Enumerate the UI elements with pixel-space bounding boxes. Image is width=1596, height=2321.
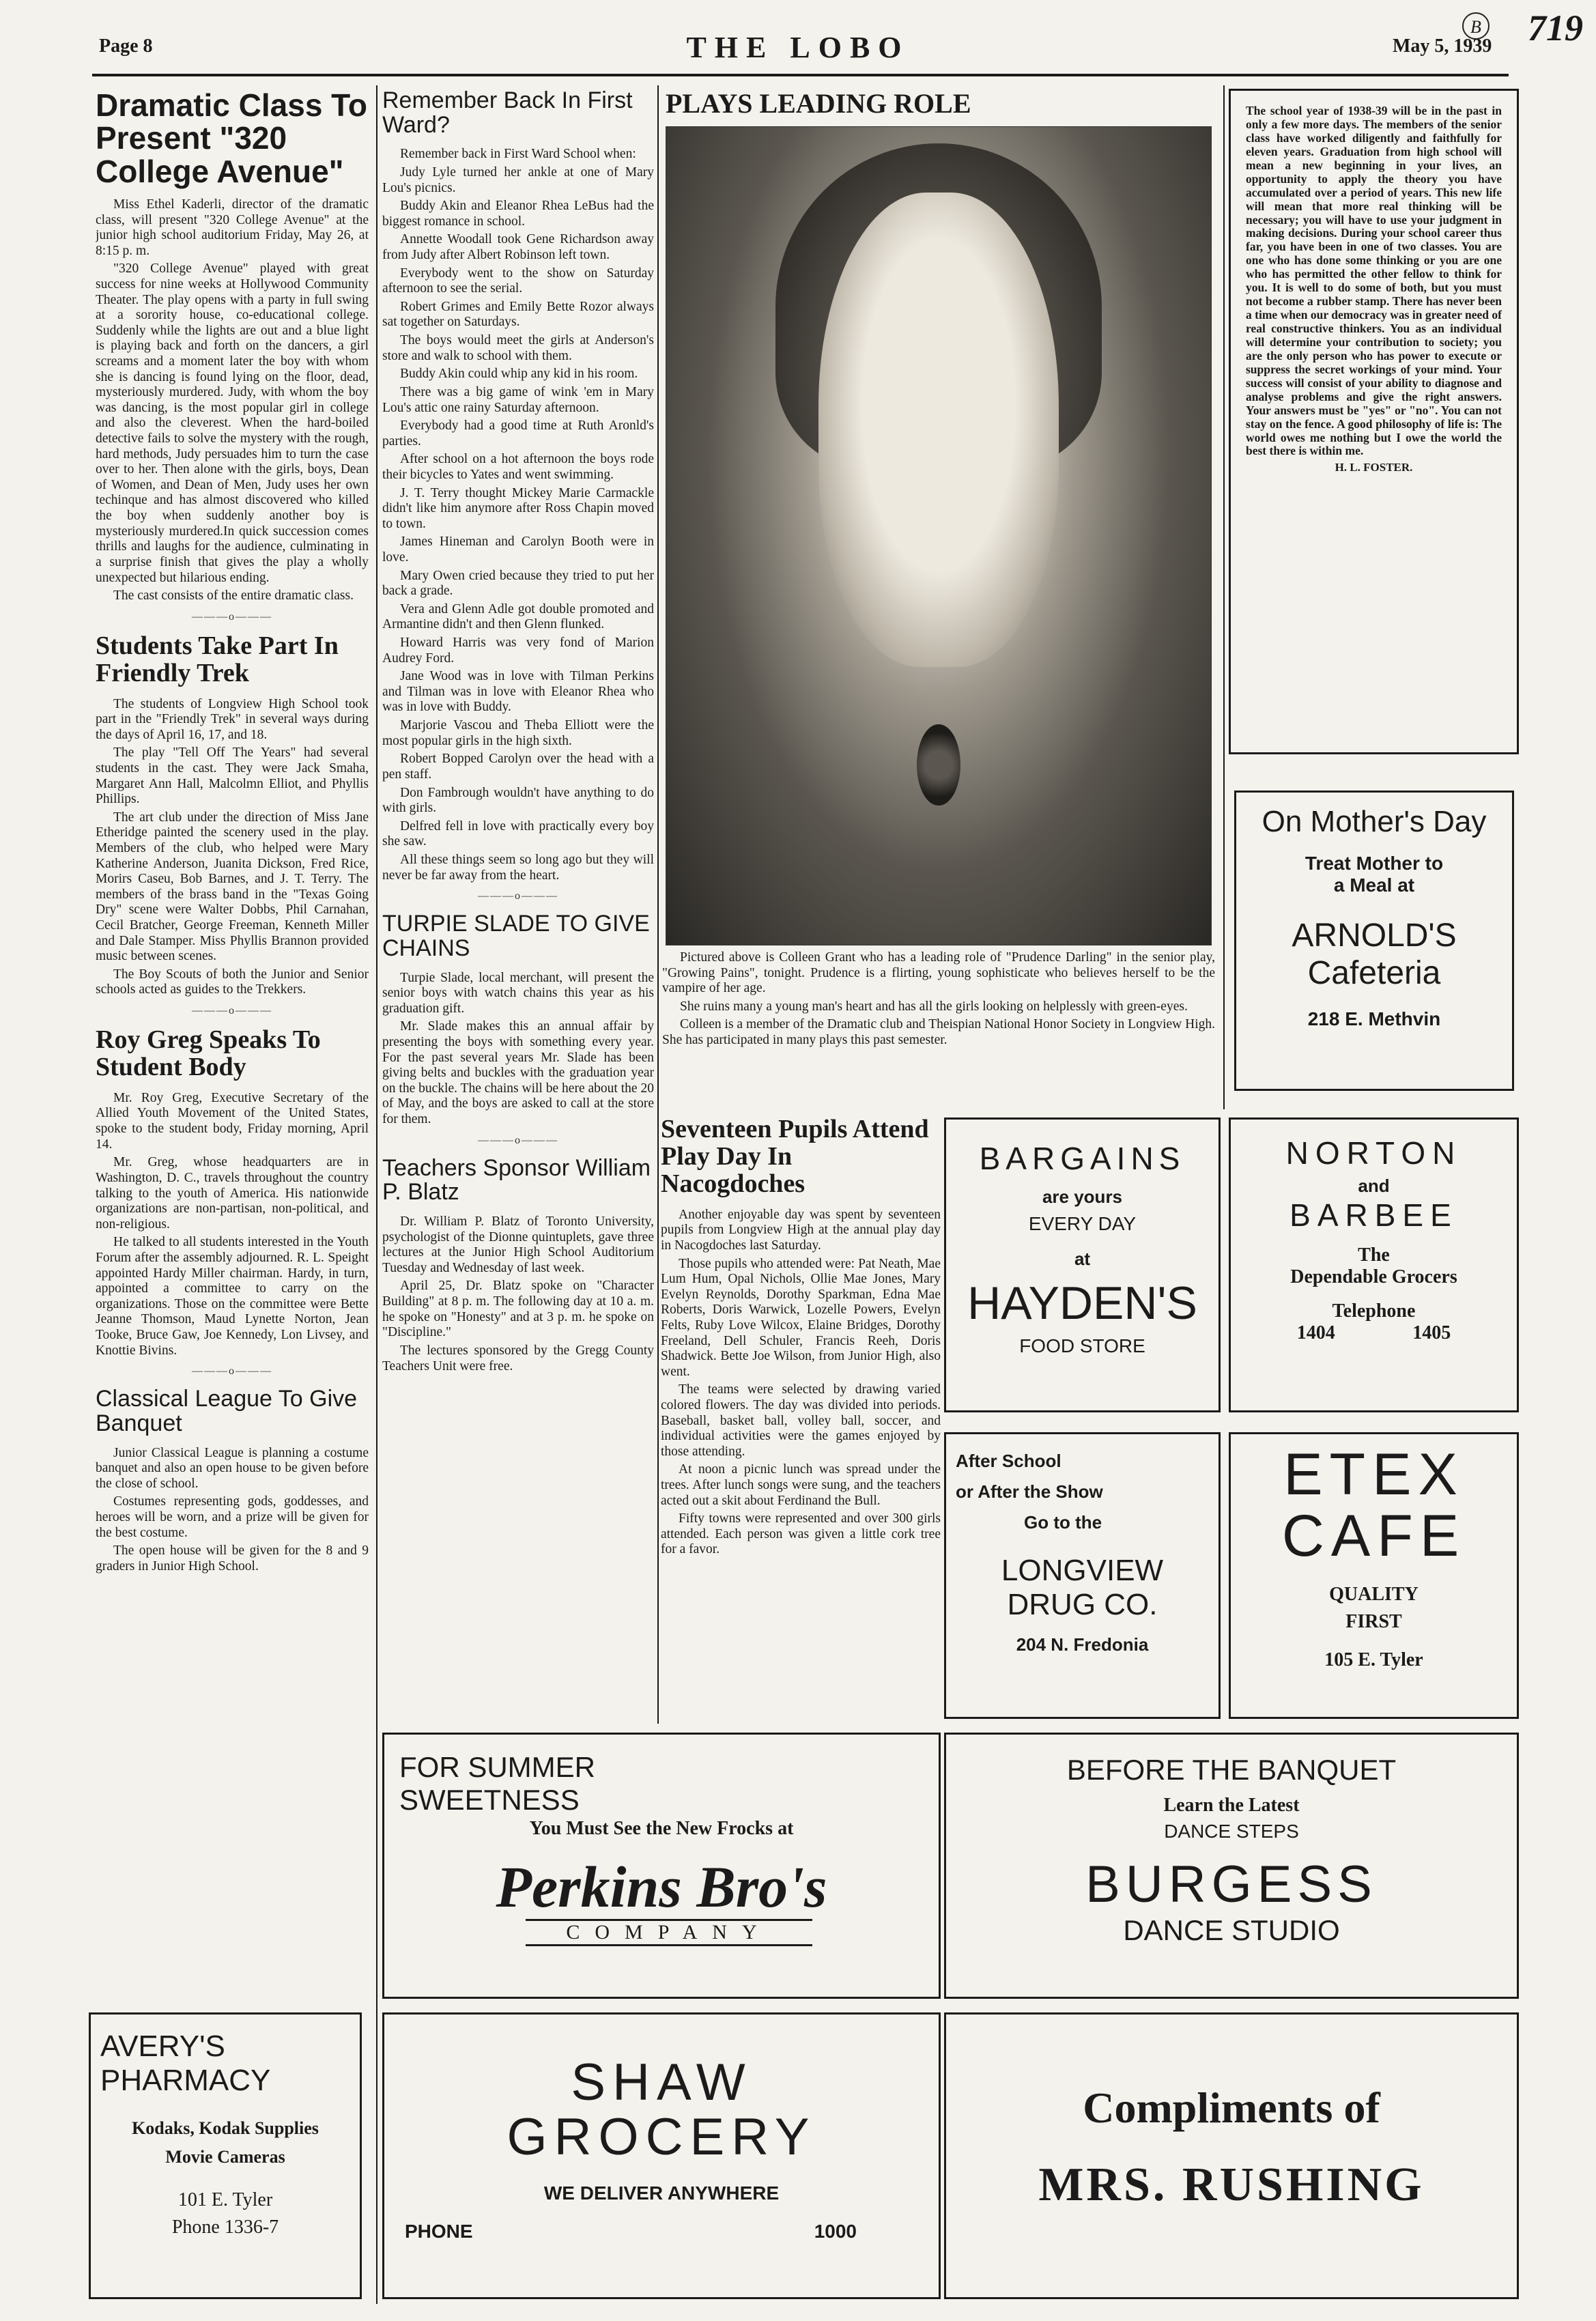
paragraph: The boys would meet the girls at Anderson's store and walk to school with them. (382, 333, 654, 363)
paragraph: Costumes representing gods, goddesses, and heroes will be worn, and a prize will be given for the best costume. (96, 1494, 369, 1540)
ad-perkins-sub: You Must See the New Frocks at (529, 1818, 794, 1839)
ad-arnolds-address: 218 E. Methvin (1307, 1008, 1441, 1029)
paragraph: Howard Harris was very fond of Marion Audrey Ford. (382, 636, 654, 666)
paragraph: Dr. William P. Blatz of Toronto University, psychologist of the Dionne quintuplets, gave three lectures at the Junior High School Auditorium Tuesday and Wednesday of last week. (382, 1214, 654, 1275)
paragraph: J. T. Terry thought Mickey Marie Carmackle didn't like him anymore after Ross Chapin moved to town. (382, 485, 654, 531)
paragraph: Judy Lyle turned her ankle at one of Mary Lou's picnics. (382, 165, 654, 195)
paragraph: Mary Owen cried because they tried to put her back a grade. (382, 568, 654, 599)
ad-burgess-h1: BEFORE THE BANQUET (1066, 1754, 1397, 1786)
paragraph: Junior Classical League is planning a costume banquet and also an open house to be given before the close of school. (96, 1445, 369, 1491)
portrait-pendant (917, 724, 960, 806)
ad-averys-name: AVERY'S (100, 2030, 225, 2063)
ad-norton-phone2: 1405 (1412, 1322, 1451, 1343)
paragraph: Robert Grimes and Emily Bette Rozor always sat together on Saturdays. (382, 299, 654, 330)
ad-drug-name2: DRUG CO. (1007, 1588, 1158, 1621)
column-3 (661, 1116, 941, 1717)
ad-arnolds-name2: Cafeteria (1307, 955, 1441, 991)
ad-haydens-l2: are yours (1042, 1186, 1123, 1207)
paragraph: Those pupils who attended were: Pat Neath, Mae Lum Hum, Opal Nichols, Ollie Mae Jones, Mary Evelyn Reynolds, Dorothy Sparkman, Edna Mae Roberts, Doris Warwick, Lozelle Powers, Evelyn Felts, Ruby Love Wilcox, Elaine Bridges, Dorothy Freeland, Dell Schuler, Francis Reeh, Doris Shadwick. Bette Joe Wilson, from Junior High, also went. (661, 1256, 941, 1379)
ad-perkins (382, 1733, 941, 1999)
portrait-face (818, 193, 1058, 667)
paragraph: Don Fambrough wouldn't have anything to do with girls. (382, 785, 654, 816)
editorial-signature: H. L. FOSTER. (1335, 461, 1413, 474)
ad-norton-l3: BARBEE (1289, 1197, 1458, 1233)
ad-averys-l2: Movie Cameras (165, 2147, 285, 2167)
paragraph: Robert Bopped Carolyn over the head with a pen staff. (382, 752, 654, 782)
paragraph: Buddy Akin and Eleanor Rhea LeBus had the biggest romance in school. (382, 199, 654, 229)
ad-norton-l2: and (1358, 1176, 1390, 1196)
ad-burgess-l1: Learn the Latest (1163, 1795, 1300, 1816)
ad-drug-l3: Go to the (1024, 1512, 1102, 1533)
ad-shaw-phone-row (384, 2221, 939, 2242)
ad-haydens-name: HAYDEN'S (967, 1277, 1197, 1329)
ad-perkins-h2: SWEETNESS (399, 1784, 580, 1816)
paragraph: There was a big game of wink 'em in Mary Lou's attic one rainy Saturday afternoon. (382, 384, 654, 415)
editorial-text: The school year of 1938-39 will be in the past in only a few more days. The members of the senior class have worked diligently and faithfully for eleven years. Graduation from high school will mean a new beginning in your lives, an opportunity to apply the theory you have accumulated over a period of years. This new life will mean that more real thinking will be necessary; you will have to use your judgment in making decisions. During your school career thus far, you have been in one of two classes. You are one who has done some thinking or you are one who has permitted the other fellow to think for you. It is well to do some of both, but you must not become a rubber stamp. There has never been a time when our democracy was in greater need of real constructive thinkers. You as an individual will determine your contribution to society; you are the only person who has power to execute or suppress the secret workings of your mind. Your success will consist of your ability to diagnose and analyse problems and give the right answers. Your answers must be "yes" or "no". You can not stay on the fence. A good philosophy of life is: The world owes me nothing but I owe the world the best there is within me. (1246, 104, 1502, 458)
paragraph: Mr. Roy Greg, Executive Secretary of the Allied Youth Movement of the United States, spoke to the student body, Friday morning, April 14. (96, 1090, 369, 1152)
paragraph: The cast consists of the entire dramatic class. (113, 588, 354, 603)
ad-averys-phone: Phone 1336-7 (171, 2217, 279, 2238)
headline-blatz: Teachers Sponsor William P. Blatz (382, 1154, 651, 1206)
feature-caption (662, 950, 1215, 1051)
headline-first-ward: Remember Back In First Ward? (382, 89, 633, 138)
headline-turpie-slade: TURPIE SLADE TO GIVE CHAINS (382, 911, 650, 961)
ad-arnolds-name: ARNOLD'S (1292, 917, 1457, 954)
headline-friendly-trek: Students Take Part In Friendly Trek (96, 631, 339, 687)
paragraph: Turpie Slade, local merchant, will present the senior boys with watch chains this year as his graduation gift. (382, 970, 654, 1016)
ad-burgess (944, 1733, 1519, 1999)
column-2 (382, 89, 654, 1727)
newspaper-title: THE LOBO (686, 31, 910, 64)
ad-burgess-name: BURGESS (1085, 1855, 1378, 1913)
paragraph: Everybody went to the show on Saturday afternoon to see the serial. (382, 266, 654, 296)
paragraph: All these things seem so long ago but they will never be far away from the heart. (382, 852, 654, 883)
ad-etex-address: 105 E. Tyler (1324, 1649, 1423, 1670)
ad-arnolds-sub1: Treat Mother to (1305, 853, 1444, 874)
article-first-ward (382, 147, 654, 883)
ad-drug-name: LONGVIEW (1001, 1554, 1164, 1587)
ad-norton-l6: Telephone (1332, 1300, 1416, 1322)
ad-perkins-logo: Perkins Bro's (496, 1854, 827, 1920)
ad-averys (89, 2012, 362, 2299)
column-rule (376, 85, 377, 2304)
paragraph: April 25, Dr. Blatz spoke on "Character Building" at 8 p. m. The following day at 10 a. m. he spoke on "Honesty" and at 3 p. m. he spoke on "Discipline." (382, 1279, 654, 1340)
paragraph: Mr. Greg, whose headquarters are in Washington, D. C., travels throughout the country talking to the youth of America. His nationwide organizations are non-partisan, non-political, and non-religious. (96, 1155, 369, 1231)
ad-rushing-l2: MRS. RUSHING (1038, 2159, 1425, 2211)
ad-averys-l1: Kodaks, Kodak Supplies (132, 2118, 319, 2138)
ad-burgess-name2: DANCE STUDIO (1123, 1914, 1340, 1946)
article-friendly-trek (96, 697, 369, 999)
ad-norton-l4: The (1358, 1244, 1390, 1266)
paragraph: The teams were selected by drawing varied colored flowers. The day was divided into periods. Baseball, basket ball, volley ball, soccer, and individual activities were the games enjoyed by those attending. (661, 1382, 941, 1459)
paragraph: Everybody had a good time at Ruth Aronld's parties. (382, 418, 654, 448)
paragraph: The art club under the direction of Miss Jane Etheridge painted the scenery used in the play. Members of the club, who helped were Mary Katherine Anderson, Juanita Dickson, Fred Rice, Morirs Caseu, Bob Barnes, and J. T. Terry. The members of the brass band in the "Texas Going Dry" scene were Walter Dobbs, Phil Carnahan, Cecil Bratcher, George Freeman, Kenneth Miller and Dale Stamper. Miss Phyllis Brannon provided music between scenes. (96, 810, 369, 964)
ad-rushing (944, 2012, 1519, 2299)
ad-perkins-logo2: COMPANY (526, 1919, 812, 1946)
ad-haydens (944, 1117, 1221, 1412)
ad-norton-l1: NORTON (1285, 1135, 1462, 1171)
separator: ———o——— (478, 1134, 558, 1146)
paragraph: Buddy Akin could whip any kid in his room. (400, 367, 638, 382)
ad-haydens-l5: FOOD STORE (1019, 1335, 1145, 1356)
ad-arnolds-head: On Mother's Day (1262, 805, 1487, 838)
editorial-box (1229, 89, 1519, 754)
ad-averys-name2: PHARMACY (100, 2064, 271, 2097)
paragraph: The open house will be given for the 8 and 9 graders in Junior High School. (96, 1543, 369, 1574)
ad-averys-address: 101 E. Tyler (177, 2189, 273, 2210)
headline-dramatic-class: Dramatic Class To Present "320 College Avenue" (96, 89, 367, 189)
ad-norton-barbee (1229, 1117, 1519, 1412)
article-blatz (382, 1214, 654, 1374)
feature-headline: PLAYS LEADING ROLE (666, 88, 971, 119)
ad-burgess-l2: DANCE STEPS (1164, 1821, 1299, 1842)
paragraph: After school on a hot afternoon the boys rode their bicycles to Yates and went swimming. (382, 452, 654, 482)
ad-arnolds (1234, 791, 1514, 1091)
headline-seventeen-pupils: Seventeen Pupils Attend Play Day In Nacogdoches (661, 1116, 929, 1198)
paragraph: At noon a picnic lunch was spread under the trees. After lunch songs were sung, and the teachers acted out a skit about Ferdinand the Bull. (661, 1462, 941, 1508)
ad-norton-l5: Dependable Grocers (1290, 1266, 1457, 1287)
ad-norton-phones (1231, 1322, 1517, 1344)
headline-classical-league: Classical League To Give Banquet (96, 1386, 358, 1436)
paragraph: Mr. Slade makes this an annual affair by presenting the boys with something every year. For the past several years Mr. Slade has been giving belts and buckles with the graduation year on the buckle. The chains will be here about the 20 of May, and the boys are asked to call at the store for them. (382, 1019, 654, 1127)
column-rule (657, 85, 659, 1724)
caption-paragraph: She ruins many a young man's heart and has all the girls looking on helplessly with green-eyes. (680, 999, 1188, 1014)
separator: ———o——— (192, 610, 272, 623)
article-seventeen-pupils (661, 1208, 941, 1558)
ad-drug-l1: After School (956, 1451, 1061, 1471)
ad-haydens-l4: at (1074, 1249, 1091, 1269)
ad-norton-phone1: 1404 (1296, 1322, 1335, 1343)
paragraph: James Hineman and Carolyn Booth were in love. (382, 535, 654, 565)
circled-mark: B (1462, 12, 1490, 40)
paragraph: Vera and Glenn Adle got double promoted and Armantine didn't and then Glenn flunked. (382, 601, 654, 632)
ad-rushing-l1: Compliments of (1083, 2083, 1380, 2132)
ad-haydens-bargains: BARGAINS (979, 1141, 1186, 1176)
paragraph: Miss Ethel Kaderli, director of the dramatic class, will present "320 College Avenue" at the junior high school auditorium Friday, May 26, at 8:15 p. m. (96, 197, 369, 258)
ad-arnolds-sub2: a Meal at (1333, 874, 1415, 896)
paragraph: He talked to all students interested in the Youth Forum after the assembly adjourned. R. L. Speight appointed Hardy Miller chairman. Hardy, in turn, appointed a committee to carry on the organizations. Those on the committee were Bette Jeanne Thomson, Maud Lynette Norton, Jean Tooke, Bruce Gaw, Joe Kennedy, Lon Livsey, and Knottie Bivins. (96, 1235, 369, 1358)
caption-paragraph: Pictured above is Colleen Grant who has a leading role of "Prudence Darling" in the senior play, "Growing Pains", tonight. Prudence is a flirting, young sophisticate who believes herself to be the vampire of her age. (662, 950, 1215, 996)
ad-shaw-l1: WE DELIVER ANYWHERE (543, 2182, 780, 2204)
caption-paragraph: Colleen is a member of the Dramatic club and Theispian National Honor Society in Longview High. She has participated in many plays this past semester. (662, 1017, 1215, 1048)
ad-perkins-h1: FOR SUMMER (399, 1751, 595, 1783)
paragraph: The lectures sponsored by the Gregg County Teachers Unit were free. (382, 1343, 654, 1373)
ad-drug-address: 204 N. Fredonia (1016, 1634, 1149, 1655)
ad-etex-l2: FIRST (1345, 1610, 1402, 1632)
ad-haydens-l3: EVERY DAY (1028, 1213, 1137, 1234)
handwritten-number: 719 (1528, 8, 1583, 48)
headline-roy-greg: Roy Greg Speaks To Student Body (96, 1025, 321, 1081)
column-1 (96, 89, 369, 1741)
ad-etex-name2: CAFE (1281, 1503, 1466, 1569)
masthead-rule (92, 74, 1509, 76)
article-turpie-slade (382, 971, 654, 1128)
ad-drug-l2: or After the Show (956, 1481, 1103, 1502)
ad-shaw-phone-label: PHONE (405, 2220, 473, 2242)
paragraph: Remember back in First Ward School when: (400, 147, 636, 162)
paragraph: The play "Tell Off The Years" had several students in the cast. They were Jack Smaha, Margaret Ann Hall, Malcolmn Elliot, and Phyllis Phillips. (96, 745, 369, 807)
ad-etex-cafe (1229, 1432, 1519, 1719)
paragraph: Another enjoyable day was spent by seventeen pupils from Longview High at the annual play day in Nacogdoches last Saturday. (661, 1207, 941, 1253)
paragraph: Marjorie Vascou and Theba Elliott were the most popular girls in the high sixth. (382, 718, 654, 748)
ad-shaw-name2: GROCERY (507, 2107, 816, 2166)
paragraph: The students of Longview High School took part in the "Friendly Trek" in several ways during the days of April 16, 17, and 18. (96, 696, 369, 742)
portrait-photo (666, 126, 1212, 945)
ad-shaw-grocery (382, 2012, 941, 2299)
ad-etex-name: ETEX (1283, 1442, 1464, 1507)
paragraph: "320 College Avenue" played with great success for nine weeks at Hollywood Community Theater. The play opens with a party in full swing at a sorority house, co-educational college. Suddenly while the lights are out and a blue light is playing back and forth on the dancers, a girl screams and a moment later the boy with whom she is dancing is found lying on the floor, dead, mysteriously murdered. Judy, with whom the boy was dancing, is the most popular girl in college and also the cleverest. When the hard-boiled detective fails to solve the mystery with the rough, hard methods, Judy persuades him to turn the case over to her. Then alone with the girls, boys, Dean of Women, and Dean of Men, Judy uses her own techinque and has almost discovered who killed the boy when suddenly another boy is mysteriously murdered.In quick succession comes thrills and laughs for the audience, culminating in a surprise finish that gives the play a wholly unexpected but hilarious ending. (96, 261, 369, 585)
paragraph: Fifty towns were represented and over 300 girls attended. Each person was given a little cork tree for a favor. (661, 1511, 941, 1557)
separator: ———o——— (478, 890, 558, 902)
separator: ———o——— (192, 1005, 272, 1017)
article-dramatic-class (96, 197, 369, 604)
article-classical-league (96, 1446, 369, 1575)
ad-etex-l1: QUALITY (1329, 1583, 1419, 1605)
paragraph: The Boy Scouts of both the Junior and Senior schools acted as guides to the Trekkers. (96, 967, 369, 997)
separator: ———o——— (192, 1365, 272, 1378)
ad-shaw-phone: 1000 (814, 2220, 857, 2242)
paragraph: Delfred fell in love with practically every boy she saw. (382, 818, 654, 849)
article-roy-greg (96, 1091, 369, 1358)
paragraph: Annette Woodall took Gene Richardson away from Judy after Albert Robinson left town. (382, 232, 654, 263)
ad-shaw-name: SHAW (571, 2053, 752, 2111)
column-rule (1223, 85, 1225, 1109)
paragraph: Jane Wood was in love with Tilman Perkins and Tilman was in love with Eleanor Rhea who was in love with Buddy. (382, 669, 654, 715)
issue-date: May 5, 1939 (1393, 35, 1492, 57)
page-number: Page 8 (99, 35, 153, 57)
ad-longview-drug (944, 1432, 1221, 1719)
